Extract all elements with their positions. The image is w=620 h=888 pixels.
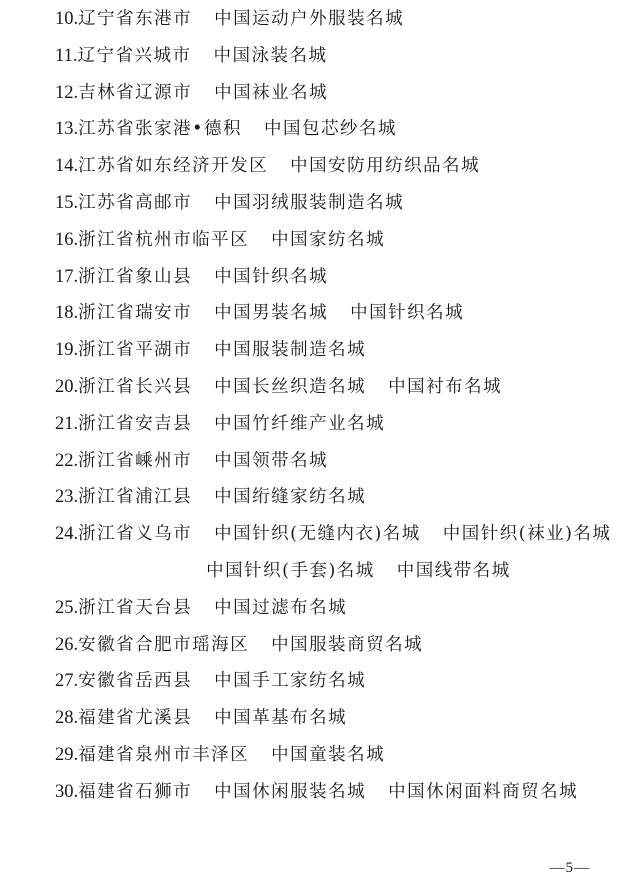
item-title: 中国过滤布名城 (214, 597, 348, 618)
page-number: —5— (549, 860, 590, 876)
item-title: 中国针织名城 (214, 266, 329, 287)
item-title: 中国家纺名城 (271, 229, 386, 250)
item-title: 中国衬布名城 (388, 376, 503, 397)
list-item (55, 593, 610, 630)
item-title: 中国男装名城 (214, 303, 329, 324)
item-number: 12. (55, 82, 79, 103)
item-line (78, 151, 480, 188)
item-number: 20. (55, 376, 79, 397)
item-body (78, 777, 578, 814)
item-body (78, 740, 385, 777)
item-line (78, 740, 385, 777)
item-title: 中国羽绒服装制造名城 (214, 192, 405, 213)
item-number: 17. (55, 266, 79, 287)
item-body (78, 335, 366, 372)
item-line (78, 4, 404, 41)
item-line (78, 114, 397, 151)
list-item (55, 777, 610, 814)
item-number: 13. (55, 119, 79, 140)
list-item (55, 225, 610, 262)
item-body (78, 262, 328, 299)
list-item (55, 740, 610, 777)
item-number: 16. (55, 229, 79, 250)
item-title: 中国服装制造名城 (214, 340, 367, 361)
item-location: 江苏省高邮市 (78, 192, 193, 213)
item-body (78, 666, 366, 703)
item-body (78, 225, 385, 262)
list-item (55, 78, 610, 115)
list-item (55, 630, 610, 667)
list-item (55, 262, 610, 299)
list-item (55, 482, 610, 519)
list-item (55, 446, 610, 483)
item-number: 30. (55, 781, 79, 802)
item-line (78, 666, 366, 703)
item-body (78, 188, 404, 225)
item-line (78, 78, 328, 115)
item-location: 浙江省杭州市临平区 (78, 229, 250, 250)
item-location: 浙江省长兴县 (78, 376, 193, 397)
item-number: 26. (55, 634, 79, 655)
item-body (78, 630, 423, 667)
item-title: 中国针织(袜业)名城 (442, 524, 612, 545)
item-number: 14. (55, 156, 79, 177)
item-line (78, 482, 366, 519)
item-number: 11. (55, 45, 78, 66)
item-title: 中国袜业名城 (214, 82, 329, 103)
list-item (55, 703, 610, 740)
list-item (55, 298, 610, 335)
item-number: 24. (55, 524, 79, 545)
list-item (55, 188, 610, 225)
item-title: 中国安防用纺织品名城 (290, 156, 481, 177)
item-title: 中国竹纤维产业名城 (214, 413, 386, 434)
item-title: 中国针织(手套)名城 (206, 560, 375, 581)
item-body (78, 298, 464, 335)
list-item (55, 151, 610, 188)
item-body (78, 519, 611, 593)
item-line (78, 409, 385, 446)
list-item (55, 335, 610, 372)
item-body (78, 114, 397, 151)
item-location: 浙江省平湖市 (78, 340, 193, 361)
item-line (78, 298, 464, 335)
item-location: 福建省尤溪县 (78, 708, 193, 729)
item-number: 25. (55, 597, 79, 618)
list-item (55, 114, 610, 151)
item-line (78, 335, 366, 372)
item-title: 中国针织名城 (350, 303, 465, 324)
item-title: 中国线带名城 (396, 560, 511, 581)
item-number: 27. (55, 671, 79, 692)
city-title-list (55, 4, 610, 814)
item-line (78, 593, 347, 630)
item-location: 福建省石狮市 (78, 781, 193, 802)
item-location: 浙江省义乌市 (78, 524, 193, 545)
item-title: 中国包芯纱名城 (263, 119, 397, 140)
item-number: 19. (55, 340, 79, 361)
item-location: 浙江省安吉县 (78, 413, 193, 434)
list-item (55, 409, 610, 446)
item-line (78, 703, 347, 740)
list-item (55, 372, 610, 409)
item-number: 22. (55, 450, 79, 471)
item-location: 浙江省天台县 (78, 597, 193, 618)
item-title: 中国革基布名城 (214, 708, 348, 729)
item-line (77, 41, 327, 78)
item-body (78, 372, 502, 409)
item-body (78, 78, 328, 115)
item-number: 29. (55, 744, 79, 765)
item-location: 江苏省如东经济开发区 (78, 156, 269, 177)
list-item (55, 666, 610, 703)
item-location: 江苏省张家港•德积 (78, 119, 242, 140)
item-title: 中国手工家纺名城 (214, 671, 367, 692)
item-title: 中国绗缝家纺名城 (214, 487, 367, 508)
item-location: 辽宁省东港市 (78, 9, 193, 29)
item-location: 辽宁省兴城市 (77, 45, 192, 66)
item-location: 安徽省合肥市瑶海区 (78, 634, 250, 655)
item-location: 浙江省浦江县 (78, 487, 193, 508)
item-location: 浙江省象山县 (78, 266, 193, 287)
item-title: 中国服装商贸名城 (271, 634, 424, 655)
item-location: 吉林省辽源市 (78, 82, 193, 103)
item-line (78, 372, 502, 409)
item-line (78, 630, 423, 667)
item-number: 28. (55, 708, 79, 729)
item-line (78, 446, 328, 483)
item-continuation-line (78, 556, 611, 593)
item-location: 福建省泉州市丰泽区 (78, 744, 250, 765)
item-body (78, 4, 404, 41)
item-line (78, 777, 578, 814)
item-title: 中国休闲服装名城 (214, 781, 367, 802)
item-line (78, 519, 611, 556)
item-line (78, 262, 328, 299)
item-title: 中国运动户外服装名城 (214, 9, 405, 29)
list-item (55, 4, 610, 41)
item-title: 中国休闲面料商贸名城 (388, 781, 579, 802)
item-body (78, 482, 366, 519)
item-body (78, 593, 347, 630)
item-title: 中国长丝织造名城 (214, 376, 367, 397)
item-location: 浙江省瑞安市 (78, 303, 193, 324)
item-line (78, 225, 385, 262)
list-item (55, 41, 610, 78)
item-location: 安徽省岳西县 (78, 671, 193, 692)
item-line (78, 188, 404, 225)
item-number: 23. (55, 487, 79, 508)
item-title: 中国童装名城 (271, 744, 386, 765)
item-number: 18. (55, 303, 79, 324)
item-location: 浙江省嵊州市 (78, 450, 193, 471)
item-number: 21. (55, 413, 79, 434)
item-title: 中国针织(无缝内衣)名城 (214, 524, 421, 545)
item-number: 15. (55, 192, 79, 213)
item-body (78, 703, 347, 740)
list-item (55, 519, 610, 593)
item-title: 中国领带名城 (214, 450, 329, 471)
item-title: 中国泳装名城 (213, 45, 328, 66)
item-body (78, 409, 385, 446)
item-number: 10. (55, 9, 79, 29)
item-body (78, 151, 480, 188)
item-body (78, 446, 328, 483)
item-body (77, 41, 327, 78)
